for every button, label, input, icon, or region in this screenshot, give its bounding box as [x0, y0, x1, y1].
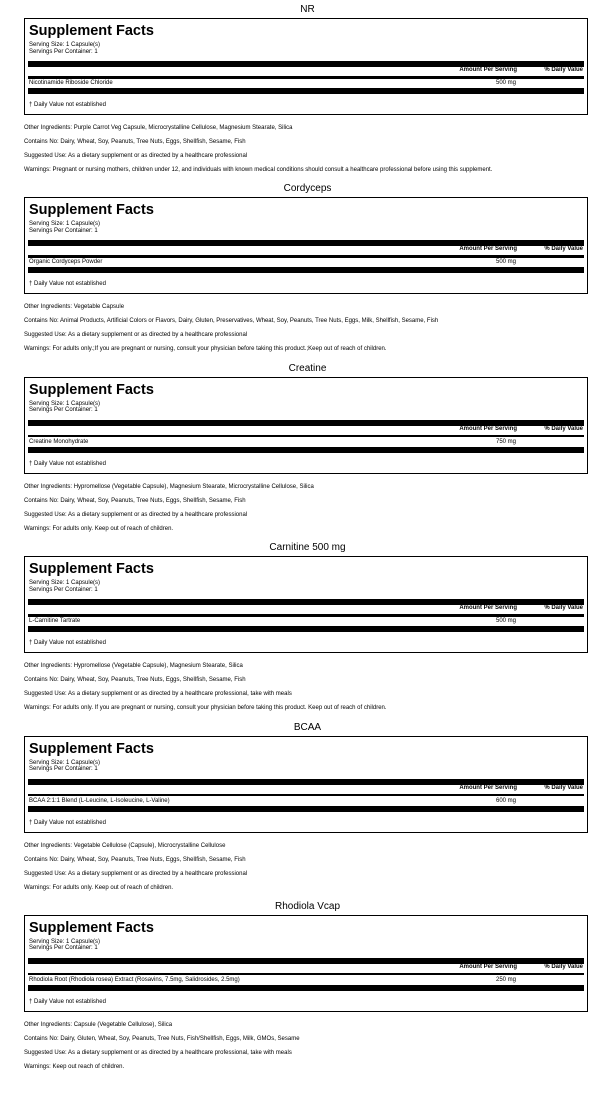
contains-no: Contains No: Dairy, Wheat, Soy, Peanuts, Tree Nuts, Eggs, Shellfish, Sesame, Fish — [24, 677, 246, 684]
warnings: Warnings: For adults only. If you are pregnant or nursing, consult your physician before taking this product. Keep out of reach of children. — [24, 705, 387, 712]
serving-info — [29, 760, 100, 773]
other-ingredients: Other Ingredients: Vegetable Cellulose (Capsule), Microcrystalline Cellulose — [24, 842, 226, 849]
daily-value-footnote: † Daily Value not established — [29, 640, 106, 647]
product-title: Rhodiola Vcap — [274, 900, 341, 912]
serving-info — [29, 939, 100, 952]
serving-size: Serving Size: 1 Capsule(s) — [29, 938, 101, 945]
facts-heading: Supplement Facts — [29, 381, 154, 398]
amount-header: Amount Per Serving — [459, 67, 517, 73]
supplement-facts-panel — [24, 18, 588, 115]
ingredient-amount: 750 mg — [495, 438, 516, 445]
supplement-facts-panel — [24, 736, 588, 833]
servings-per-container: Servings Per Container: 1 — [29, 227, 98, 234]
daily-value-header: % Daily Value — [544, 605, 583, 612]
divider-thick — [28, 267, 584, 273]
daily-value-footnote: † Daily Value not established — [29, 102, 106, 108]
contains-no: Contains No: Dairy, Wheat, Soy, Peanuts, Tree Nuts, Eggs, Shellfish, Sesame, Fish — [24, 139, 246, 145]
other-ingredients: Other Ingredients: Capsule (Vegetable Cellulose), Silica — [24, 1021, 173, 1028]
warnings: Warnings: For adults only. Keep out of reach of children. — [24, 525, 174, 532]
product-section — [0, 897, 615, 1076]
serving-size: Serving Size: 1 Capsule(s) — [29, 42, 101, 48]
divider-thick — [28, 806, 584, 812]
suggested-use: Suggested Use: As a dietary supplement or as directed by a healthcare professional — [24, 332, 248, 339]
amount-header: Amount Per Serving — [459, 963, 517, 970]
contains-no: Contains No: Dairy, Gluten, Wheat, Soy, Peanuts, Tree Nuts, Fish/Shellfish, Eggs, Milk, GMOs, Sesame — [24, 1035, 300, 1042]
daily-value-header: % Daily Value — [544, 246, 583, 253]
product-section — [0, 0, 615, 179]
supplement-facts-panel — [24, 377, 588, 474]
daily-value-header: % Daily Value — [544, 425, 583, 432]
product-title: Creatine — [288, 362, 327, 374]
amount-header: Amount Per Serving — [459, 605, 517, 612]
product-section — [0, 359, 615, 538]
product-title: Cordyceps — [283, 183, 332, 195]
daily-value-footnote: † Daily Value not established — [29, 998, 106, 1005]
ingredient-name: L-Carnitine Tartrate — [29, 618, 81, 625]
facts-heading: Supplement Facts — [29, 919, 154, 936]
product-section — [0, 538, 615, 717]
facts-heading: Supplement Facts — [29, 202, 154, 219]
divider-thin — [28, 973, 584, 976]
amount-header: Amount Per Serving — [459, 425, 517, 432]
servings-per-container: Servings Per Container: 1 — [29, 48, 98, 55]
ingredient-amount: 600 mg — [495, 797, 516, 804]
divider-thick — [28, 447, 584, 453]
warnings: Warnings: For adults only.;If you are pregnant or nursing, consult your physician before taking this product.;Keep out of reach of children. — [24, 346, 387, 353]
servings-per-container: Servings Per Container: 1 — [29, 766, 98, 773]
servings-per-container: Servings Per Container: 1 — [29, 407, 98, 414]
product-section — [0, 718, 615, 897]
warnings: Warnings: Keep out reach of children. — [24, 1063, 125, 1070]
product-section — [0, 179, 615, 358]
daily-value-footnote: † Daily Value not established — [29, 460, 106, 467]
warnings: Warnings: Pregnant or nursing mothers, children under 12, and individuals with known medical conditions should consult a healthcare professional before using this supplement. — [24, 167, 493, 173]
divider-thin — [28, 76, 584, 79]
serving-size: Serving Size: 1 Capsule(s) — [29, 759, 101, 766]
contains-no: Contains No: Dairy, Wheat, Soy, Peanuts, Tree Nuts, Eggs, Shellfish, Sesame, Fish — [24, 497, 246, 504]
serving-info — [29, 401, 100, 414]
product-title: BCAA — [293, 721, 322, 733]
other-ingredients: Other Ingredients: Vegetable Capsule — [24, 304, 125, 311]
ingredient-amount: 500 mg — [495, 80, 516, 86]
facts-heading: Supplement Facts — [29, 23, 154, 39]
product-title: NR — [300, 4, 315, 15]
daily-value-header: % Daily Value — [544, 67, 583, 73]
other-ingredients: Other Ingredients: Hypromellose (Vegetable Capsule), Magnesium Stearate, Microcrystalline Cellulose, Silica — [24, 483, 314, 490]
suggested-use: Suggested Use: As a dietary supplement or as directed by a healthcare professional, take with meals — [24, 691, 292, 698]
amount-header: Amount Per Serving — [459, 784, 517, 791]
facts-heading: Supplement Facts — [29, 561, 154, 578]
ingredient-name: Nicotinamide Riboside Chloride — [29, 80, 113, 86]
divider-thin — [28, 614, 584, 617]
serving-info — [29, 221, 100, 234]
serving-size: Serving Size: 1 Capsule(s) — [29, 400, 101, 407]
supplement-facts-panel — [24, 556, 588, 653]
daily-value-footnote: † Daily Value not established — [29, 281, 106, 288]
other-ingredients: Other Ingredients: Purple Carrot Veg Capsule, Microcrystalline Cellulose, Magnesium Stearate, Silica — [24, 125, 293, 131]
ingredient-amount: 500 mg — [495, 618, 516, 625]
daily-value-footnote: † Daily Value not established — [29, 819, 106, 826]
ingredient-name: Creatine Monohydrate — [29, 438, 89, 445]
divider-thin — [28, 435, 584, 438]
servings-per-container: Servings Per Container: 1 — [29, 945, 98, 952]
supplement-facts-panel — [24, 915, 588, 1012]
contains-no: Contains No: Animal Products, Artificial Colors or Flavors, Dairy, Gluten, Preservatives, Wheat, Soy, Peanuts, Tree Nuts, Eggs, Milk, Shellfish, Sesame, Fish — [24, 318, 439, 325]
suggested-use: Suggested Use: As a dietary supplement or as directed by a healthcare professional — [24, 870, 248, 877]
divider-thick — [28, 985, 584, 991]
suggested-use: Suggested Use: As a dietary supplement or as directed by a healthcare professional, take with meals — [24, 1049, 292, 1056]
divider-thin — [28, 794, 584, 797]
suggested-use: Suggested Use: As a dietary supplement or as directed by a healthcare professional — [24, 511, 248, 518]
divider-thick — [28, 626, 584, 632]
warnings: Warnings: For adults only. Keep out of reach of children. — [24, 884, 174, 891]
serving-size: Serving Size: 1 Capsule(s) — [29, 580, 101, 587]
serving-size: Serving Size: 1 Capsule(s) — [29, 221, 101, 228]
contains-no: Contains No: Dairy, Wheat, Soy, Peanuts, Tree Nuts, Eggs, Shellfish, Sesame, Fish — [24, 856, 246, 863]
ingredient-name: BCAA 2:1:1 Blend (L-Leucine, L-Isoleucine, L-Valine) — [29, 797, 170, 804]
ingredient-amount: 250 mg — [495, 976, 516, 983]
ingredient-name: Rhodiola Root (Rhodiola rosea) Extract (Rosavins, 7.5mg, Salidrosides, 2.5mg) — [29, 976, 240, 983]
ingredient-name: Organic Cordyceps Powder — [29, 259, 103, 266]
daily-value-header: % Daily Value — [544, 963, 583, 970]
serving-info — [29, 42, 100, 55]
supplement-facts-panel — [24, 197, 588, 294]
ingredient-amount: 500 mg — [495, 259, 516, 266]
serving-info — [29, 580, 100, 593]
divider-thin — [28, 255, 584, 258]
amount-header: Amount Per Serving — [459, 246, 517, 253]
product-title: Carnitine 500 mg — [269, 542, 346, 554]
other-ingredients: Other Ingredients: Hypromellose (Vegetable Capsule), Magnesium Stearate, Silica — [24, 663, 243, 670]
daily-value-header: % Daily Value — [544, 784, 583, 791]
divider-thick — [28, 88, 584, 94]
servings-per-container: Servings Per Container: 1 — [29, 586, 98, 593]
facts-heading: Supplement Facts — [29, 740, 154, 757]
suggested-use: Suggested Use: As a dietary supplement or as directed by a healthcare professional — [24, 153, 248, 159]
